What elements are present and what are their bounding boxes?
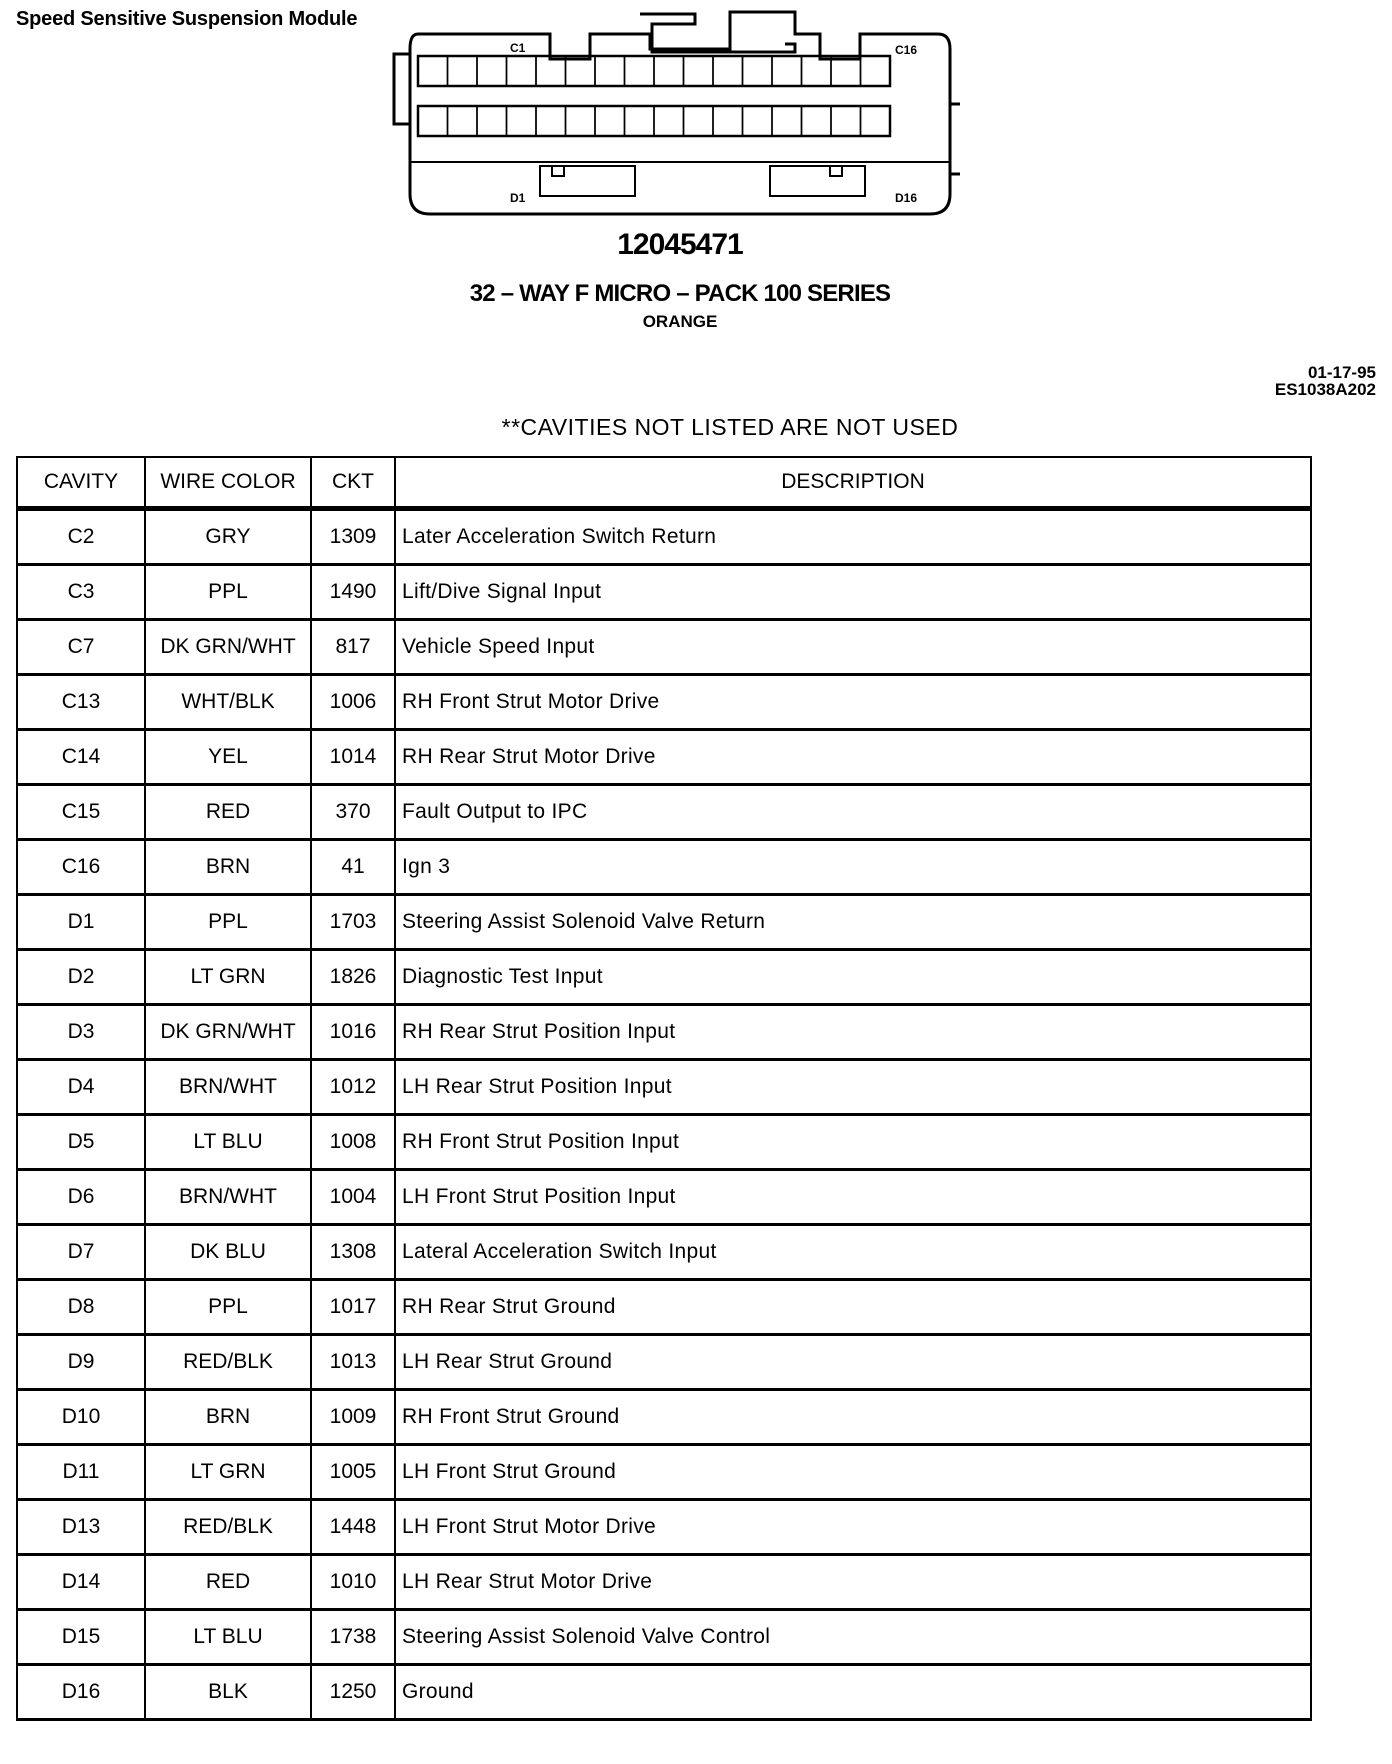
- cavity-cell: D7: [17, 1225, 145, 1280]
- description-cell: RH Front Strut Motor Drive: [395, 675, 1311, 730]
- pinout-table: [16, 456, 1312, 1721]
- cavity-cell: C14: [17, 730, 145, 785]
- d-row-cavity: [654, 106, 684, 136]
- key-right: [770, 166, 865, 196]
- d-row-cavity: [595, 106, 625, 136]
- d-row-cavity: [448, 106, 478, 136]
- c-row-cavity: [654, 56, 684, 86]
- table-row: [17, 785, 1311, 840]
- c-row-cavity: [418, 56, 448, 86]
- cavity-cell: D10: [17, 1390, 145, 1445]
- d-row-cavity: [772, 106, 802, 136]
- table-row: [17, 675, 1311, 730]
- cavity-cell: D8: [17, 1280, 145, 1335]
- description-cell: LH Front Strut Position Input: [395, 1170, 1311, 1225]
- ckt-cell: 1490: [311, 565, 395, 620]
- table-row: [17, 1665, 1311, 1720]
- table-row: [17, 565, 1311, 620]
- table-row: [17, 1225, 1311, 1280]
- cavity-cell: D13: [17, 1500, 145, 1555]
- cavity-cell: D9: [17, 1335, 145, 1390]
- wire-color-cell: DK GRN/WHT: [145, 620, 311, 675]
- description-cell: RH Front Strut Position Input: [395, 1115, 1311, 1170]
- d-row-cavity: [831, 106, 861, 136]
- c-row-cavity: [507, 56, 537, 86]
- d-row-cavity: [536, 106, 566, 136]
- ckt-cell: 1009: [311, 1390, 395, 1445]
- header-ckt: CKT: [311, 457, 395, 509]
- description-cell: Steering Assist Solenoid Valve Control: [395, 1610, 1311, 1665]
- ckt-cell: 1738: [311, 1610, 395, 1665]
- ckt-cell: 370: [311, 785, 395, 840]
- table-row: [17, 1115, 1311, 1170]
- key-left: [540, 166, 635, 196]
- table-row: [17, 509, 1311, 565]
- table-row: [17, 895, 1311, 950]
- module-title: Speed Sensitive Suspension Module: [16, 8, 358, 30]
- label-d16: D16: [895, 191, 918, 205]
- description-cell: Diagnostic Test Input: [395, 950, 1311, 1005]
- d-row-cavity: [861, 106, 891, 136]
- description-cell: RH Rear Strut Ground: [395, 1280, 1311, 1335]
- c-row-cavity: [861, 56, 891, 86]
- ckt-cell: 1008: [311, 1115, 395, 1170]
- description-cell: Ground: [395, 1665, 1311, 1720]
- ckt-cell: 1826: [311, 950, 395, 1005]
- wire-color-cell: LT GRN: [145, 1445, 311, 1500]
- table-row: [17, 620, 1311, 675]
- ckt-cell: 41: [311, 840, 395, 895]
- document-reference: [1156, 364, 1376, 398]
- label-d1: D1: [510, 191, 526, 205]
- wire-color-cell: WHT/BLK: [145, 675, 311, 730]
- cavity-cell: D4: [17, 1060, 145, 1115]
- cavity-cell: C15: [17, 785, 145, 840]
- cavity-cell: C3: [17, 565, 145, 620]
- wire-color-cell: RED: [145, 1555, 311, 1610]
- cavity-cell: D3: [17, 1005, 145, 1060]
- description-cell: Lateral Acceleration Switch Input: [395, 1225, 1311, 1280]
- cavity-cell: C16: [17, 840, 145, 895]
- center-lock: [640, 14, 795, 52]
- wire-color-cell: PPL: [145, 565, 311, 620]
- d-row-cavity: [566, 106, 596, 136]
- wire-color-cell: DK GRN/WHT: [145, 1005, 311, 1060]
- wire-color-cell: BRN/WHT: [145, 1170, 311, 1225]
- table-row: [17, 950, 1311, 1005]
- d-row-cavity: [802, 106, 832, 136]
- wire-color-cell: RED: [145, 785, 311, 840]
- cavity-cell: C13: [17, 675, 145, 730]
- c-row-cavity: [713, 56, 743, 86]
- ckt-cell: 1012: [311, 1060, 395, 1115]
- ckt-cell: 1016: [311, 1005, 395, 1060]
- c-row-cavity: [772, 56, 802, 86]
- ckt-cell: 1006: [311, 675, 395, 730]
- wire-color-cell: BRN/WHT: [145, 1060, 311, 1115]
- description-cell: Ign 3: [395, 840, 1311, 895]
- description-cell: LH Front Strut Motor Drive: [395, 1500, 1311, 1555]
- wire-color-cell: BLK: [145, 1665, 311, 1720]
- d-row-cavity: [625, 106, 655, 136]
- ckt-cell: 1250: [311, 1665, 395, 1720]
- c-row-cavity: [743, 56, 773, 86]
- table-row: [17, 1445, 1311, 1500]
- cavity-cell: D14: [17, 1555, 145, 1610]
- wire-color-cell: GRY: [145, 509, 311, 565]
- c-row-cavity: [684, 56, 714, 86]
- wire-color-cell: LT GRN: [145, 950, 311, 1005]
- wire-color-cell: PPL: [145, 895, 311, 950]
- description-cell: Steering Assist Solenoid Valve Return: [395, 895, 1311, 950]
- part-number: 12045471: [617, 228, 743, 261]
- cavity-row-d: [418, 106, 890, 136]
- ckt-cell: 1308: [311, 1225, 395, 1280]
- description-cell: Later Acceleration Switch Return: [395, 509, 1311, 565]
- description-cell: RH Rear Strut Position Input: [395, 1005, 1311, 1060]
- label-c16: C16: [895, 43, 918, 57]
- c-row-cavity: [448, 56, 478, 86]
- cavity-cell: D6: [17, 1170, 145, 1225]
- c-row-cavity: [477, 56, 507, 86]
- c-row-cavity: [595, 56, 625, 86]
- ckt-cell: 1010: [311, 1555, 395, 1610]
- unused-cavities-note: **CAVITIES NOT LISTED ARE NOT USED: [501, 414, 959, 440]
- table-row: [17, 1170, 1311, 1225]
- cavity-cell: D15: [17, 1610, 145, 1665]
- wire-color-cell: DK BLU: [145, 1225, 311, 1280]
- cavity-cell: C7: [17, 620, 145, 675]
- cavity-cell: D16: [17, 1665, 145, 1720]
- wire-color-cell: BRN: [145, 840, 311, 895]
- connector-housing: [410, 12, 950, 214]
- description-cell: RH Rear Strut Motor Drive: [395, 730, 1311, 785]
- ckt-cell: 1703: [311, 895, 395, 950]
- ckt-cell: 1005: [311, 1445, 395, 1500]
- ckt-cell: 1013: [311, 1335, 395, 1390]
- cavity-cell: C2: [17, 509, 145, 565]
- connector-color: ORANGE: [642, 312, 718, 331]
- table-row: [17, 730, 1311, 785]
- left-latch: [394, 54, 410, 124]
- table-row: [17, 1555, 1311, 1610]
- document-code: ES1038A202: [1274, 380, 1376, 399]
- description-cell: LH Rear Strut Motor Drive: [395, 1555, 1311, 1610]
- connector-type: 32 – WAY F MICRO – PACK 100 SERIES: [469, 280, 891, 307]
- wire-color-cell: RED/BLK: [145, 1335, 311, 1390]
- header-wire-color: WIRE COLOR: [145, 457, 311, 509]
- ckt-cell: 1309: [311, 509, 395, 565]
- description-cell: LH Front Strut Ground: [395, 1445, 1311, 1500]
- description-cell: Lift/Dive Signal Input: [395, 565, 1311, 620]
- c-row-cavity: [625, 56, 655, 86]
- table-row: [17, 1335, 1311, 1390]
- ckt-cell: 1014: [311, 730, 395, 785]
- table-row: [17, 1005, 1311, 1060]
- description-cell: Vehicle Speed Input: [395, 620, 1311, 675]
- header-description: DESCRIPTION: [395, 457, 1311, 509]
- header-cavity: CAVITY: [17, 457, 145, 509]
- wire-color-cell: LT BLU: [145, 1115, 311, 1170]
- d-row-cavity: [477, 106, 507, 136]
- wire-color-cell: RED/BLK: [145, 1500, 311, 1555]
- description-cell: RH Front Strut Ground: [395, 1390, 1311, 1445]
- connector-diagram: [390, 4, 960, 219]
- wire-color-cell: YEL: [145, 730, 311, 785]
- wire-color-cell: LT BLU: [145, 1610, 311, 1665]
- d-row-cavity: [507, 106, 537, 136]
- table-row: [17, 840, 1311, 895]
- pinout-table-body: [17, 509, 1311, 1720]
- description-cell: LH Rear Strut Ground: [395, 1335, 1311, 1390]
- wire-color-cell: BRN: [145, 1390, 311, 1445]
- table-row: [17, 1500, 1311, 1555]
- d-row-cavity: [684, 106, 714, 136]
- cavity-cell: D11: [17, 1445, 145, 1500]
- d-row-cavity: [743, 106, 773, 136]
- label-c1: C1: [510, 41, 526, 55]
- description-cell: LH Rear Strut Position Input: [395, 1060, 1311, 1115]
- d-row-cavity: [713, 106, 743, 136]
- description-cell: Fault Output to IPC: [395, 785, 1311, 840]
- d-row-cavity: [418, 106, 448, 136]
- cavity-cell: D2: [17, 950, 145, 1005]
- document-date: 01-17-95: [1307, 363, 1376, 382]
- table-row: [17, 1280, 1311, 1335]
- cavity-cell: D1: [17, 895, 145, 950]
- table-header-row: [17, 457, 1311, 509]
- cavity-cell: D5: [17, 1115, 145, 1170]
- table-row: [17, 1610, 1311, 1665]
- ckt-cell: 1448: [311, 1500, 395, 1555]
- ckt-cell: 817: [311, 620, 395, 675]
- wire-color-cell: PPL: [145, 1280, 311, 1335]
- table-row: [17, 1390, 1311, 1445]
- ckt-cell: 1017: [311, 1280, 395, 1335]
- table-row: [17, 1060, 1311, 1115]
- ckt-cell: 1004: [311, 1170, 395, 1225]
